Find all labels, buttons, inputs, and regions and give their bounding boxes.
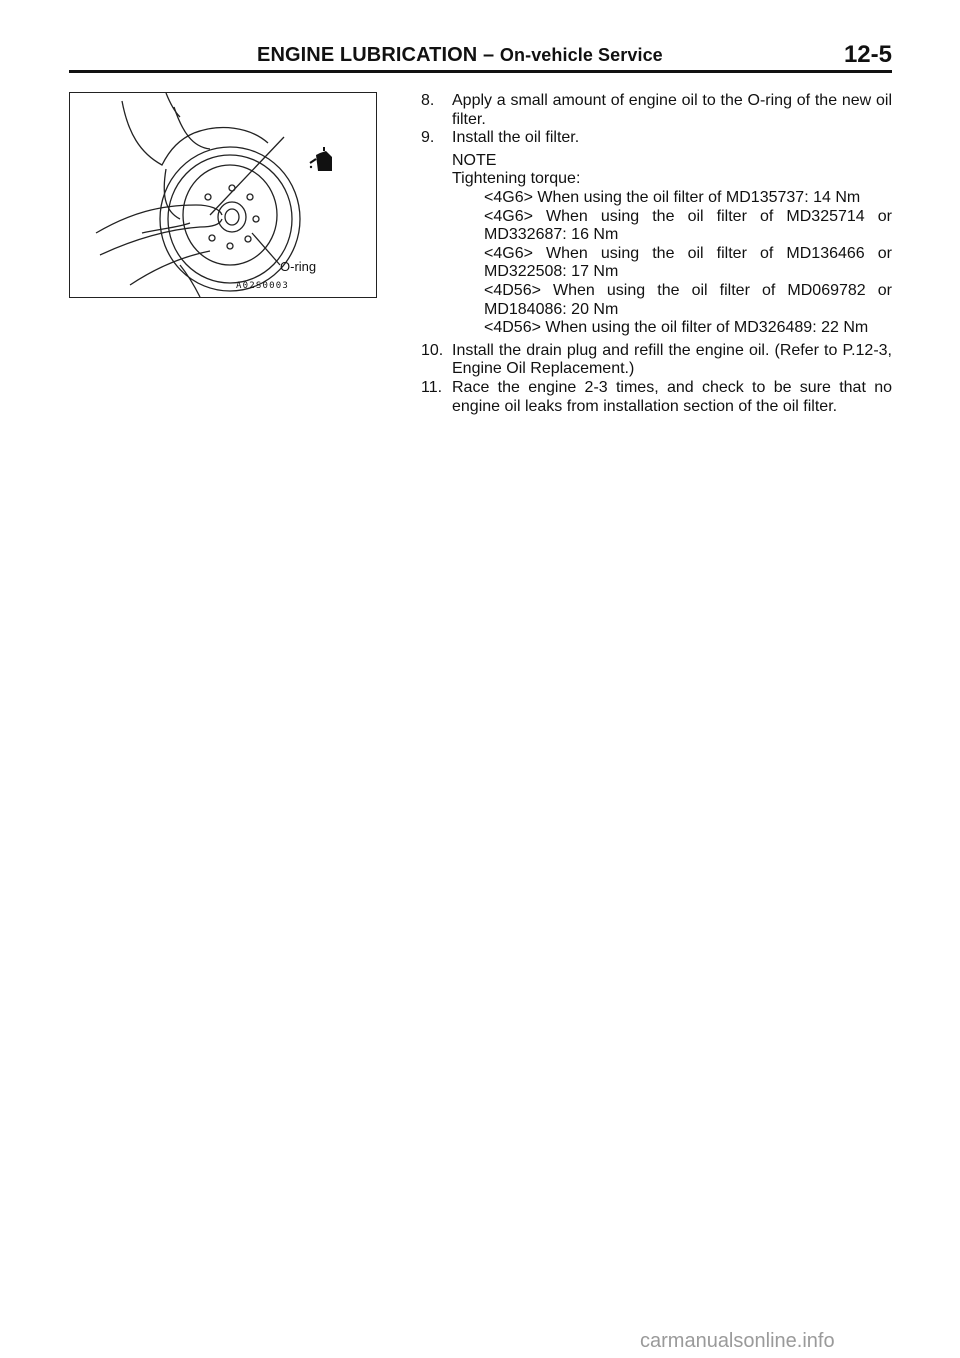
step-9 — [421, 129, 892, 148]
step-text: Apply a small amount of engine oil to the O-ring of the new oil filter. — [452, 92, 892, 128]
step-text: Install the oil filter. — [452, 129, 580, 147]
oil-can-icon — [310, 147, 332, 171]
page-header — [69, 40, 892, 73]
note-heading: NOTE — [452, 151, 497, 169]
figure-code: A02S0003 — [236, 281, 289, 291]
torque-line: <4G6> When using the oil filter of MD135737: 14 Nm — [484, 188, 861, 206]
section-title: ENGINE LUBRICATION — [257, 44, 478, 66]
torque-line: <4G6> When using the oil filter of MD325714 or MD332687: 16 Nm — [484, 207, 892, 244]
torque-line: <4D56> When using the oil filter of MD069782 or MD184086: 20 Nm — [484, 281, 892, 318]
title-dash: – — [483, 44, 495, 66]
page-title — [257, 44, 663, 67]
oring-label: O-ring — [280, 259, 317, 274]
oil-filter-illustration — [69, 92, 377, 298]
step-11 — [421, 379, 892, 416]
section-subtitle: On-vehicle Service — [499, 45, 663, 65]
step-number: 10. — [421, 341, 444, 359]
torque-note — [421, 152, 892, 338]
step-text: Race the engine 2-3 times, and check to be sure that no engine oil leaks from installation section of the oil filter. — [452, 378, 892, 415]
step-number: 9. — [421, 129, 435, 147]
torque-line: <4D56> When using the oil filter of MD326489: 22 Nm — [484, 319, 869, 337]
step-text: Install the drain plug and refill the engine oil. (Refer to P.12-3, Engine Oil Replacement.) — [452, 341, 892, 378]
step-10 — [421, 342, 892, 379]
procedure-text — [421, 92, 892, 416]
page-number: 12-5 — [843, 41, 892, 68]
torque-line: <4G6> When using the oil filter of MD136466 or MD322508: 17 Nm — [484, 244, 892, 281]
step-8 — [421, 92, 892, 129]
step-number: 8. — [421, 92, 435, 109]
note-intro: Tightening torque: — [452, 170, 581, 188]
watermark: carmanualsonline.info — [640, 1330, 835, 1352]
oil-filter-drawing — [70, 93, 376, 297]
step-number: 11. — [421, 378, 443, 396]
